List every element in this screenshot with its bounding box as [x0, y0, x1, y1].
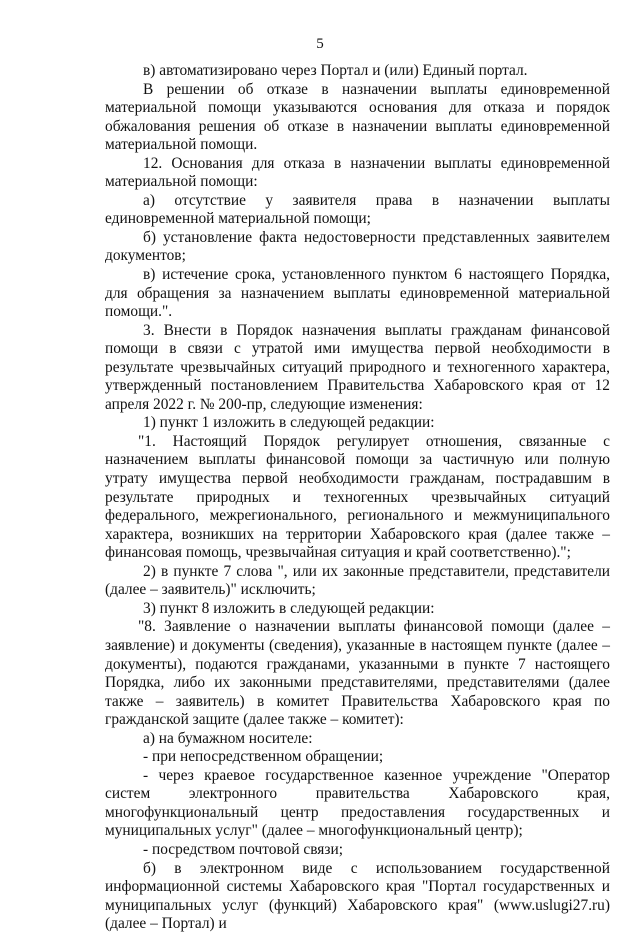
paragraph: в) автоматизировано через Портал и (или) Единый портал.: [143, 62, 528, 79]
paragraph: 12. Основания для отказа в назначении выплаты единовременной материальной помощи:: [105, 154, 610, 191]
page-number: 5: [316, 36, 324, 52]
paragraph: "8. Заявление о назначении выплаты финансовой помощи (далее – заявление) и документы (сведения), указанные в настоящем пункте (далее – документы), подаются гражданами, указанными в пункте 7 настоящего Порядка, либо их законными представителями, представителями (далее также – заявитель) в комитет Правительства Хабаровского края по гражданской защите (далее также – комитет):: [105, 618, 610, 729]
document-body: [105, 62, 610, 934]
paragraph: - при непосредственном обращении;: [143, 748, 384, 766]
paragraph: 1) пункт 1 изложить в следующей редакции:: [143, 414, 435, 432]
paragraph: "1. Настоящий Порядок регулирует отношения, связанные с назначением выплаты финансовой помощи за частичную или полную утрату имущества первой необходимости гражданам, пострадавшим в результате природных и техногенных чрезвычайных ситуаций федерального, межрегионального, регионального и межмуниципального характера, возникших на территории Хабаровского края (далее также – финансовая помощь, чрезвычайная ситуация и край соответственно).";: [105, 432, 610, 562]
paragraph: - через краевое государственное казенное учреждение "Оператор систем электронного правительства Хабаровского края, многофункциональный центр предоставления государственных и муниципальных услуг" (далее – многофункциональный центр);: [105, 766, 610, 840]
paragraph: 2) в пункте 7 слова ", или их законные представители, представители (далее – заявитель)" исключить;: [105, 562, 610, 599]
paragraph: б) в электронном виде с использованием государственной информационной системы Хабаровского края "Портал государственных и муниципальных услуг (функций) Хабаровского края" (www.uslugi27.ru) (далее – Портал) и: [105, 859, 610, 933]
paragraph: б) установление факта недостоверности представленных заявителем документов;: [105, 228, 610, 265]
paragraph: 3. Внести в Порядок назначения выплаты гражданам финансовой помощи в связи с утратой ими имущества первой необходимости в результате чрезвычайных ситуаций природного и техногенного характера, утвержденный постановлением Правительства Хабаровского края от 12 апреля 2022 г. № 200-пр, следующие изменения:: [105, 321, 610, 413]
paragraph: а) на бумажном носителе:: [143, 729, 313, 747]
paragraph: В решении об отказе в назначении выплаты единовременной материальной помощи указываются основания для отказа и порядок обжалования решения об отказе в назначении выплаты единовременной материальной помощи.: [105, 80, 610, 154]
paragraph: в) истечение срока, установленного пунктом 6 настоящего Порядка, для обращения за назначением выплаты единовременной материальной помощи.".: [105, 266, 610, 321]
paragraph: - посредством почтовой связи;: [143, 840, 343, 858]
paragraph: а) отсутствие у заявителя права в назначении выплаты единовременной материальной помощи;: [105, 191, 610, 228]
paragraph: 3) пункт 8 изложить в следующей редакции:: [143, 599, 435, 617]
